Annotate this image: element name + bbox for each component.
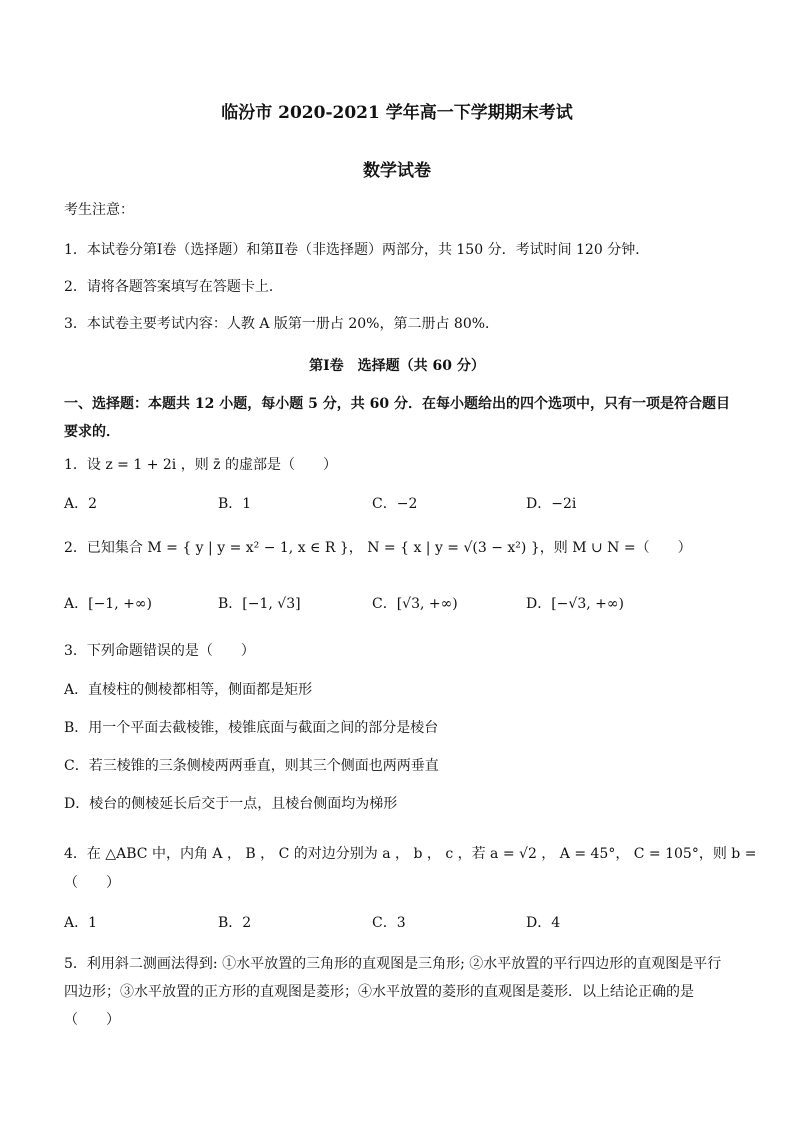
section-title: 第Ⅰ卷 选择题（共 60 分） — [309, 358, 485, 374]
option-d: D．[−√3, +∞) — [526, 596, 624, 612]
option-b: B．1 — [218, 496, 252, 512]
question-stem: 2．已知集合 M = { y | y = x² − 1, x ∈ R }， N = { x | y = √(3 − x²) }，则 M ∪ N =（ ） — [64, 540, 692, 556]
exam-title: 临汾市 2020-2021 学年高一下学期期末考试 — [221, 103, 573, 123]
question-stem: 3．下列命题错误的是（ ） — [64, 643, 255, 659]
question-stem: 4．在 △ABC 中，内角 A ， B ， C 的对边分别为 a ， b ， c ，若 a = √2 ， A = 45°， C = 105°，则 b = — [64, 846, 757, 862]
option-c: C．[√3, +∞) — [372, 596, 458, 612]
question-stem: 1．设 z = 1 + 2i ，则 z̄ 的虚部是（ ） — [64, 457, 338, 473]
question-stem-continuation: （ ） — [64, 875, 120, 891]
notice-item: 2．请将各题答案填写在答题卡上． — [64, 279, 283, 295]
notice-item: 3．本试卷主要考试内容：人教 A 版第一册占 20%，第二册占 80%． — [64, 316, 500, 332]
option-a: A．[−1, +∞) — [64, 596, 152, 612]
option-d: D．−2i — [526, 496, 577, 512]
option-a: A．2 — [64, 496, 98, 512]
notice-heading: 考生注意： — [64, 202, 134, 218]
question-stem: 5．利用斜二测画法得到: ①水平放置的三角形的直观图是三角形; ②水平放置的平行四边形的直观图是平行四边形；③水平放置的正方形的直观图是菱形；④水平放置的菱形的直观图是菱形．以上结论正确的是（ ） — [64, 956, 722, 1028]
option-c: C．3 — [372, 915, 406, 931]
option-b: B．2 — [218, 915, 252, 931]
option-d: D．棱台的侧棱延长后交于一点，且棱台侧面均为梯形 — [64, 796, 398, 812]
option-a: A．直棱柱的侧棱都相等，侧面都是矩形 — [64, 682, 313, 698]
part-one-instructions: 一、选择题：本题共 12 小题，每小题 5 分，共 60 分．在每小题给出的四个选项中，只有一项是符合题目要求的． — [64, 396, 730, 440]
notice-item: 1．本试卷分第Ⅰ卷（选择题）和第Ⅱ卷（非选择题）两部分，共 150 分．考试时间 120 分钟． — [64, 242, 650, 258]
option-a: A．1 — [64, 915, 98, 931]
option-c: C．若三棱锥的三条侧棱两两垂直，则其三个侧面也两两垂直 — [64, 758, 439, 774]
option-b: B．用一个平面去截棱锥，棱锥底面与截面之间的部分是棱台 — [64, 720, 439, 736]
option-b: B．[−1, √3] — [218, 596, 301, 612]
exam-subtitle: 数学试卷 — [363, 161, 431, 181]
option-d: D．4 — [526, 915, 561, 931]
option-c: C．−2 — [372, 496, 418, 512]
